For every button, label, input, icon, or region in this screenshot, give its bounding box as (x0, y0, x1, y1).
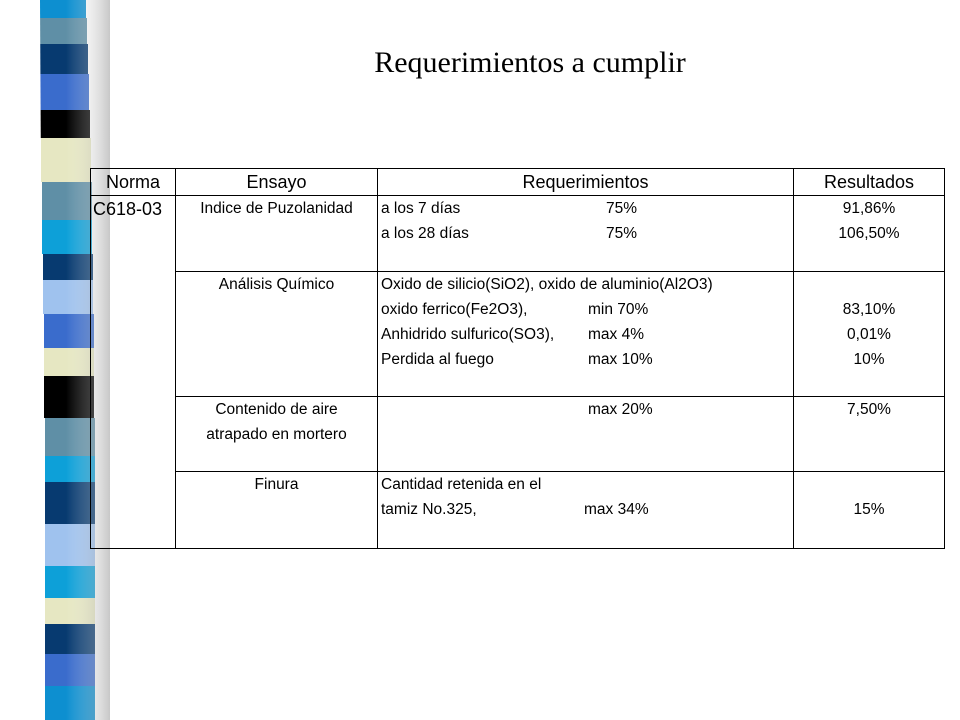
requerimientos-cell (378, 397, 794, 472)
req-line (378, 297, 793, 322)
page-title: Requerimientos a cumplir (374, 46, 686, 79)
req-text: Anhidrido sulfurico(SO3), (381, 326, 555, 343)
resultados-cell (794, 472, 945, 549)
req-text: Cantidad retenida en el (381, 476, 542, 493)
result-value: 0,01% (847, 326, 891, 343)
norma-value: C618-03 (93, 199, 163, 219)
result-value: 91,86% (842, 200, 896, 217)
ensayo-text: Indice de Puzolanidad (200, 200, 353, 217)
result-value: 15% (853, 501, 885, 518)
header-ensayo: Ensayo (176, 169, 378, 196)
table-row (91, 397, 945, 472)
resultados-cell (794, 397, 945, 472)
req-value: 75% (606, 200, 638, 217)
result-value: 7,50% (847, 401, 891, 418)
req-value: max 34% (584, 501, 649, 518)
req-line (378, 347, 793, 372)
result-value (794, 472, 944, 497)
ensayo-cell (176, 472, 378, 549)
req-text: Perdida al fuego (381, 351, 494, 368)
result-value (794, 272, 944, 297)
ensayo-text: Contenido de aire (215, 401, 338, 418)
req-text: a los 28 días (381, 225, 469, 242)
ensayo-cell (176, 196, 378, 272)
req-line (378, 472, 793, 497)
req-value: max 4% (588, 326, 644, 343)
req-line (378, 221, 793, 246)
header-requerimientos: Requerimientos (378, 169, 794, 196)
result-value: 106,50% (838, 225, 900, 242)
req-value: 75% (606, 225, 638, 242)
result-value: 10% (853, 351, 885, 368)
req-value: min 70% (588, 301, 649, 318)
req-line (378, 322, 793, 347)
table-header-row (91, 169, 945, 196)
ensayo-cell (176, 397, 378, 472)
requerimientos-cell (378, 472, 794, 549)
resultados-cell (794, 272, 945, 397)
ensayo-text: Finura (254, 476, 299, 493)
table-row (91, 272, 945, 397)
requerimientos-cell (378, 196, 794, 272)
resultados-cell (794, 196, 945, 272)
norma-cell (91, 196, 176, 549)
req-text: Oxido de silicio(SiO2), oxido de aluminio(Al2O3) (381, 276, 713, 293)
ensayo-text: Análisis Químico (218, 276, 335, 293)
result-value: 83,10% (842, 301, 896, 318)
req-line (378, 397, 793, 422)
header-norma: Norma (91, 169, 176, 196)
ensayo-cell (176, 272, 378, 397)
req-line (378, 272, 793, 297)
req-text: a los 7 días (381, 200, 461, 217)
table-row (91, 472, 945, 549)
requerimientos-cell (378, 272, 794, 397)
table-row (91, 196, 945, 272)
req-value: max 20% (588, 401, 653, 418)
req-text: tamiz No.325, (381, 501, 477, 518)
req-line (378, 497, 793, 522)
req-value: max 10% (588, 351, 653, 368)
ensayo-text: atrapado en mortero (206, 426, 347, 443)
header-resultados: Resultados (794, 169, 945, 196)
requirements-table (90, 168, 945, 549)
req-line (378, 196, 793, 221)
req-text: oxido ferrico(Fe2O3), (381, 301, 528, 318)
